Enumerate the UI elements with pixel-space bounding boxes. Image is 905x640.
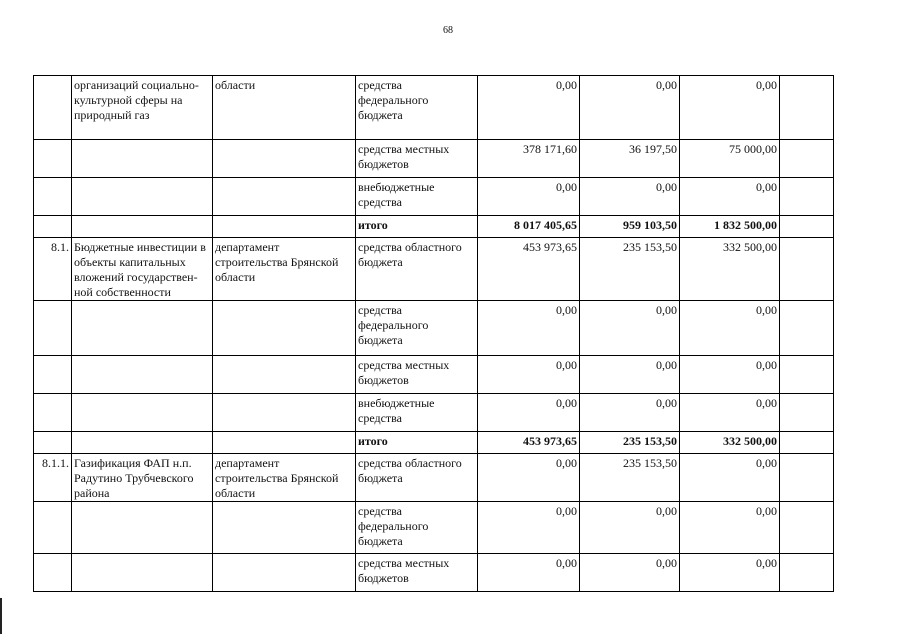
item-number-cell	[34, 394, 72, 432]
item-name-cell	[72, 356, 213, 394]
table-row	[34, 432, 834, 454]
table-row	[34, 356, 834, 394]
value-cell-1: 0,00	[478, 554, 580, 592]
table-row	[34, 178, 834, 216]
value-cell-1: 0,00	[478, 454, 580, 502]
item-number-cell	[34, 76, 72, 140]
value-cell-2: 0,00	[580, 356, 680, 394]
value-cell-2: 235 153,50	[580, 454, 680, 502]
executor-cell	[213, 356, 356, 394]
executor-cell: департамент строительства Брянской области	[213, 238, 356, 301]
page-number: 68	[443, 25, 453, 36]
value-cell-3: 0,00	[680, 356, 780, 394]
value-cell-1: 0,00	[478, 178, 580, 216]
item-name-cell	[72, 432, 213, 454]
scan-artifact	[0, 598, 2, 634]
item-number-cell	[34, 216, 72, 238]
item-number-cell	[34, 301, 72, 356]
table-row	[34, 301, 834, 356]
funding-source-cell: итого	[356, 432, 478, 454]
item-name-cell	[72, 554, 213, 592]
value-cell-1: 0,00	[478, 301, 580, 356]
value-cell-3: 0,00	[680, 301, 780, 356]
item-number-cell	[34, 178, 72, 216]
value-cell-1: 0,00	[478, 502, 580, 554]
value-cell-2: 959 103,50	[580, 216, 680, 238]
value-cell-3: 0,00	[680, 454, 780, 502]
executor-cell	[213, 178, 356, 216]
extra-cell	[780, 140, 834, 178]
item-name-cell	[72, 216, 213, 238]
executor-cell	[213, 301, 356, 356]
value-cell-2: 36 197,50	[580, 140, 680, 178]
executor-cell: департамент строительства Брянской области	[213, 454, 356, 502]
value-cell-1: 453 973,65	[478, 432, 580, 454]
funding-source-cell: средства федерального бюджета	[356, 76, 478, 140]
table-row	[34, 238, 834, 301]
table-row	[34, 140, 834, 178]
value-cell-3: 1 832 500,00	[680, 216, 780, 238]
extra-cell	[780, 432, 834, 454]
extra-cell	[780, 76, 834, 140]
value-cell-2: 0,00	[580, 178, 680, 216]
item-name-cell	[72, 502, 213, 554]
item-name-cell	[72, 140, 213, 178]
value-cell-2: 0,00	[580, 394, 680, 432]
extra-cell	[780, 502, 834, 554]
item-name-cell	[72, 394, 213, 432]
extra-cell	[780, 301, 834, 356]
value-cell-3: 332 500,00	[680, 238, 780, 301]
value-cell-3: 75 000,00	[680, 140, 780, 178]
value-cell-2: 0,00	[580, 554, 680, 592]
value-cell-2: 0,00	[580, 502, 680, 554]
item-name-cell: Бюджетные инвестиции в объекты капитальных вложений государствен-ной собственности	[72, 238, 213, 301]
extra-cell	[780, 554, 834, 592]
value-cell-3: 0,00	[680, 394, 780, 432]
extra-cell	[780, 216, 834, 238]
funding-source-cell: средства федерального бюджета	[356, 502, 478, 554]
table-row	[34, 76, 834, 140]
extra-cell	[780, 394, 834, 432]
funding-source-cell: средства федерального бюджета	[356, 301, 478, 356]
value-cell-1: 8 017 405,65	[478, 216, 580, 238]
budget-table	[33, 75, 834, 592]
item-name-cell	[72, 301, 213, 356]
table-row	[34, 554, 834, 592]
item-number-cell: 8.1.1.	[34, 454, 72, 502]
item-number-cell	[34, 140, 72, 178]
funding-source-cell: средства областного бюджета	[356, 238, 478, 301]
funding-source-cell: итого	[356, 216, 478, 238]
value-cell-2: 0,00	[580, 76, 680, 140]
executor-cell	[213, 432, 356, 454]
item-number-cell	[34, 432, 72, 454]
value-cell-1: 453 973,65	[478, 238, 580, 301]
extra-cell	[780, 178, 834, 216]
executor-cell	[213, 554, 356, 592]
table-row	[34, 502, 834, 554]
executor-cell	[213, 140, 356, 178]
value-cell-3: 0,00	[680, 554, 780, 592]
item-number-cell: 8.1.	[34, 238, 72, 301]
item-name-cell: Газификация ФАП н.п. Радутино Трубчевского района	[72, 454, 213, 502]
table-row	[34, 454, 834, 502]
extra-cell	[780, 238, 834, 301]
funding-source-cell: внебюджетные средства	[356, 394, 478, 432]
value-cell-3: 332 500,00	[680, 432, 780, 454]
value-cell-2: 235 153,50	[580, 432, 680, 454]
value-cell-3: 0,00	[680, 76, 780, 140]
table-row	[34, 394, 834, 432]
value-cell-1: 0,00	[478, 76, 580, 140]
value-cell-2: 235 153,50	[580, 238, 680, 301]
value-cell-3: 0,00	[680, 502, 780, 554]
value-cell-1: 378 171,60	[478, 140, 580, 178]
item-name-cell	[72, 178, 213, 216]
executor-cell: области	[213, 76, 356, 140]
funding-source-cell: средства местных бюджетов	[356, 554, 478, 592]
table-row	[34, 216, 834, 238]
item-name-cell: организаций социально-культурной сферы на природный газ	[72, 76, 213, 140]
item-number-cell	[34, 502, 72, 554]
value-cell-3: 0,00	[680, 178, 780, 216]
value-cell-2: 0,00	[580, 301, 680, 356]
funding-source-cell: средства областного бюджета	[356, 454, 478, 502]
funding-source-cell: средства местных бюджетов	[356, 140, 478, 178]
extra-cell	[780, 356, 834, 394]
funding-source-cell: внебюджетные средства	[356, 178, 478, 216]
item-number-cell	[34, 356, 72, 394]
executor-cell	[213, 216, 356, 238]
executor-cell	[213, 502, 356, 554]
value-cell-1: 0,00	[478, 356, 580, 394]
funding-source-cell: средства местных бюджетов	[356, 356, 478, 394]
extra-cell	[780, 454, 834, 502]
value-cell-1: 0,00	[478, 394, 580, 432]
item-number-cell	[34, 554, 72, 592]
executor-cell	[213, 394, 356, 432]
